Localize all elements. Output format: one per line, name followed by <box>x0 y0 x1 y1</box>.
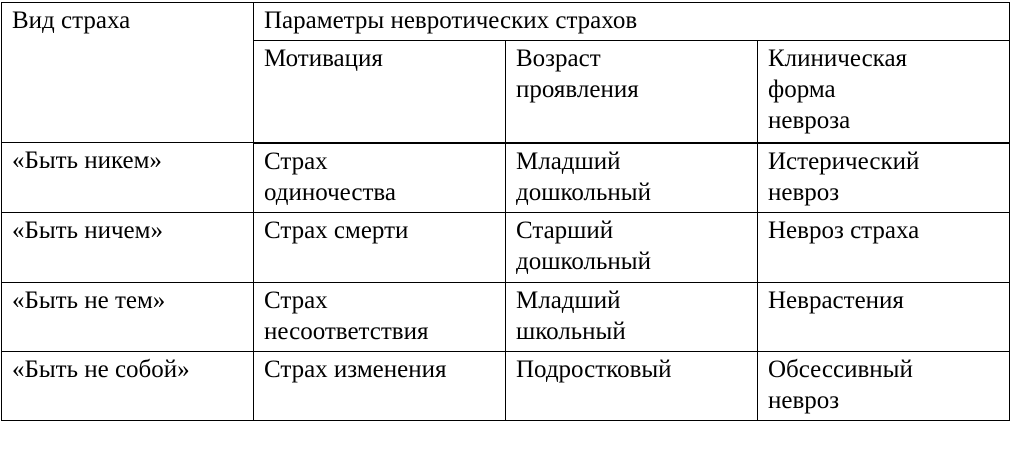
motivation-cell <box>254 143 506 213</box>
form-line: Обсессивный <box>768 355 913 383</box>
age-cell <box>506 351 758 420</box>
motivation-cell <box>254 351 506 420</box>
age-line: Подростковый <box>516 355 672 383</box>
header-group-label: Параметры невротических страхов <box>264 7 638 34</box>
motivation-line: несоответствия <box>264 317 429 345</box>
age-cell <box>506 212 758 282</box>
table-row <box>2 351 1010 420</box>
form-line: Невроз страха <box>768 216 920 244</box>
header-kind-label: Вид страха <box>12 7 131 34</box>
header-group-cell <box>254 3 1010 41</box>
header-age-line: проявления <box>516 76 639 103</box>
motivation-line: одиночества <box>264 178 396 206</box>
motivation-cell <box>254 282 506 351</box>
header-age-cell <box>506 41 758 143</box>
age-line: Старший <box>516 216 614 244</box>
age-line: Младший <box>516 147 621 175</box>
form-line: невроз <box>768 178 840 206</box>
form-line: невроз <box>768 386 840 414</box>
header-age-line: Возраст <box>516 45 601 72</box>
kind-cell <box>2 351 254 420</box>
header-form-line: невроза <box>768 107 851 134</box>
neurotic-fears-table <box>1 2 1010 421</box>
header-form-line: Клиническая <box>768 45 908 72</box>
form-cell <box>758 282 1010 351</box>
form-cell <box>758 143 1010 213</box>
header-motivation-line: Мотивация <box>264 45 383 72</box>
header-kind-cell <box>2 3 254 143</box>
kind-text: «Быть не собой» <box>12 355 190 383</box>
form-cell <box>758 212 1010 282</box>
kind-cell <box>2 212 254 282</box>
table-row <box>2 282 1010 351</box>
motivation-line: Страх <box>264 286 328 314</box>
kind-text: «Быть никем» <box>12 147 162 174</box>
age-line: дошкольный <box>516 247 651 275</box>
header-motivation-cell <box>254 41 506 143</box>
header-row-top <box>2 3 1010 41</box>
age-cell <box>506 282 758 351</box>
header-form-line: форма <box>768 76 836 103</box>
kind-cell <box>2 282 254 351</box>
motivation-line: Страх смерти <box>264 216 409 244</box>
kind-cell <box>2 143 254 213</box>
kind-text: «Быть ничем» <box>12 216 163 244</box>
table-row <box>2 212 1010 282</box>
age-line: Младший <box>516 286 621 314</box>
form-line: Истерический <box>768 147 920 175</box>
kind-text: «Быть не тем» <box>12 286 166 314</box>
header-form-cell <box>758 41 1010 143</box>
table-row <box>2 143 1010 213</box>
form-line: Неврастения <box>768 286 904 314</box>
age-line: дошкольный <box>516 178 651 206</box>
age-line: школьный <box>516 317 626 345</box>
motivation-line: Страх изменения <box>264 355 447 383</box>
motivation-cell <box>254 212 506 282</box>
motivation-line: Страх <box>264 147 328 175</box>
age-cell <box>506 143 758 213</box>
form-cell <box>758 351 1010 420</box>
